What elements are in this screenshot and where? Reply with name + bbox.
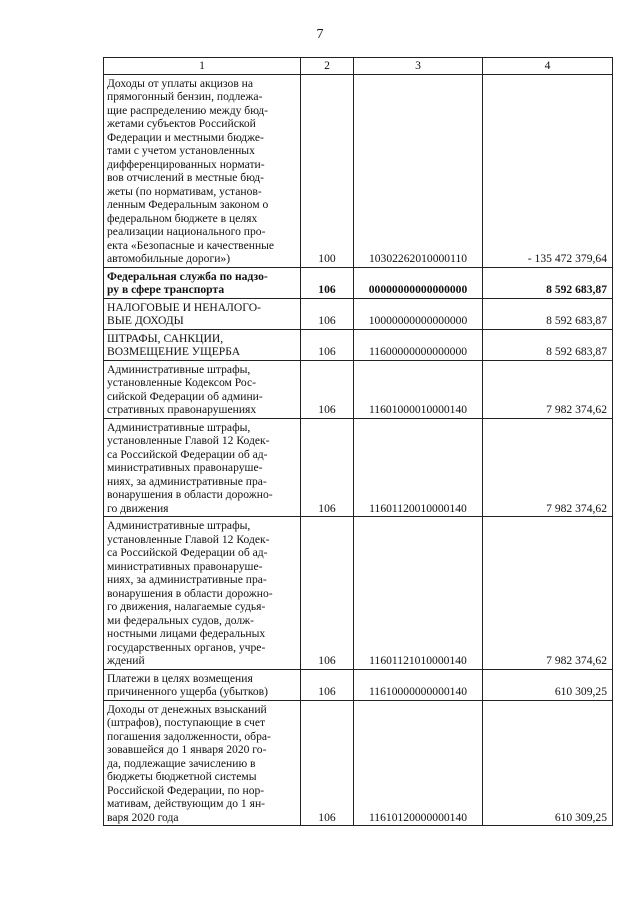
- admin-code: 106: [301, 418, 354, 517]
- admin-code: 106: [301, 329, 354, 360]
- table-row: [104, 517, 613, 670]
- amount: 8 592 683,87: [483, 267, 613, 298]
- table-row: [104, 329, 613, 360]
- column-header-3: 3: [354, 58, 483, 75]
- row-name: Административные штрафы, установленные Главой 12 Кодек- са Российской Федерации об ад- министративных правонаруше- ниях, за административные пра- вонарушения в области дорожно- го движения, налагаемые судья- ми федеральных судов, долж- ностными лицами федеральных государственных органов, учре- ждений: [104, 517, 301, 670]
- table-row: [104, 298, 613, 329]
- table-row: [104, 360, 613, 418]
- row-name: Федеральная служба по надзо- ру в сфере транспорта: [104, 267, 301, 298]
- budget-code: 10302262010000110: [354, 74, 483, 267]
- budget-code: 11601000010000140: [354, 360, 483, 418]
- table-row: [104, 74, 613, 267]
- page-number: 7: [316, 27, 324, 42]
- admin-code: 106: [301, 360, 354, 418]
- admin-code: 106: [301, 267, 354, 298]
- row-name: Платежи в целях возмещения причиненного ущерба (убытков): [104, 669, 301, 700]
- row-name: Доходы от уплаты акцизов на прямогонный бензин, подлежа- щие распределению между бюд- жетами субъектов Российской Федерации и местными бюдже- тами с учетом установленных дифференцированных нормати- вов отчислений в местные бюд- жеты (по нормативам, установ- ленным Федеральным законом о федеральном бюджете в целях реализации национального про- екта «Безопасные и качественные автомобильные дороги»): [104, 74, 301, 267]
- column-number-row: [104, 58, 613, 75]
- table-row: [104, 267, 613, 298]
- budget-code: 00000000000000000: [354, 267, 483, 298]
- amount: - 135 472 379,64: [483, 74, 613, 267]
- amount: 7 982 374,62: [483, 418, 613, 517]
- row-name: Доходы от денежных взысканий (штрафов), поступающие в счет погашения задолженности, обра- зовавшейся до 1 января 2020 го- да, подлежащие зачислению в бюджеты бюджетной системы Российской Федерации, по нор- мативам, действующим до 1 ян- варя 2020 года: [104, 700, 301, 826]
- table-row: [104, 669, 613, 700]
- amount: 7 982 374,62: [483, 360, 613, 418]
- budget-code: 11601120010000140: [354, 418, 483, 517]
- budget-code: 11601121010000140: [354, 517, 483, 670]
- column-header-4: 4: [483, 58, 613, 75]
- admin-code: 106: [301, 700, 354, 826]
- amount: 610 309,25: [483, 669, 613, 700]
- table-row: [104, 700, 613, 826]
- row-name: ШТРАФЫ, САНКЦИИ, ВОЗМЕЩЕНИЕ УЩЕРБА: [104, 329, 301, 360]
- budget-code: 11610000000000140: [354, 669, 483, 700]
- budget-code: 11600000000000000: [354, 329, 483, 360]
- row-name: Административные штрафы, установленные Кодексом Рос- сийской Федерации об админи- стративных правонарушениях: [104, 360, 301, 418]
- budget-code: 11610120000000140: [354, 700, 483, 826]
- amount: 8 592 683,87: [483, 298, 613, 329]
- admin-code: 106: [301, 298, 354, 329]
- amount: 610 309,25: [483, 700, 613, 826]
- row-name: НАЛОГОВЫЕ И НЕНАЛОГО- ВЫЕ ДОХОДЫ: [104, 298, 301, 329]
- amount: 7 982 374,62: [483, 517, 613, 670]
- row-name: Административные штрафы, установленные Главой 12 Кодек- са Российской Федерации об ад- министративных правонаруше- ниях, за административные пра- вонарушения в области дорожно- го движения: [104, 418, 301, 517]
- revenue-table: [103, 57, 613, 826]
- admin-code: 106: [301, 517, 354, 670]
- admin-code: 106: [301, 669, 354, 700]
- budget-code: 10000000000000000: [354, 298, 483, 329]
- column-header-2: 2: [301, 58, 354, 75]
- column-header-1: 1: [104, 58, 301, 75]
- admin-code: 100: [301, 74, 354, 267]
- amount: 8 592 683,87: [483, 329, 613, 360]
- table-row: [104, 418, 613, 517]
